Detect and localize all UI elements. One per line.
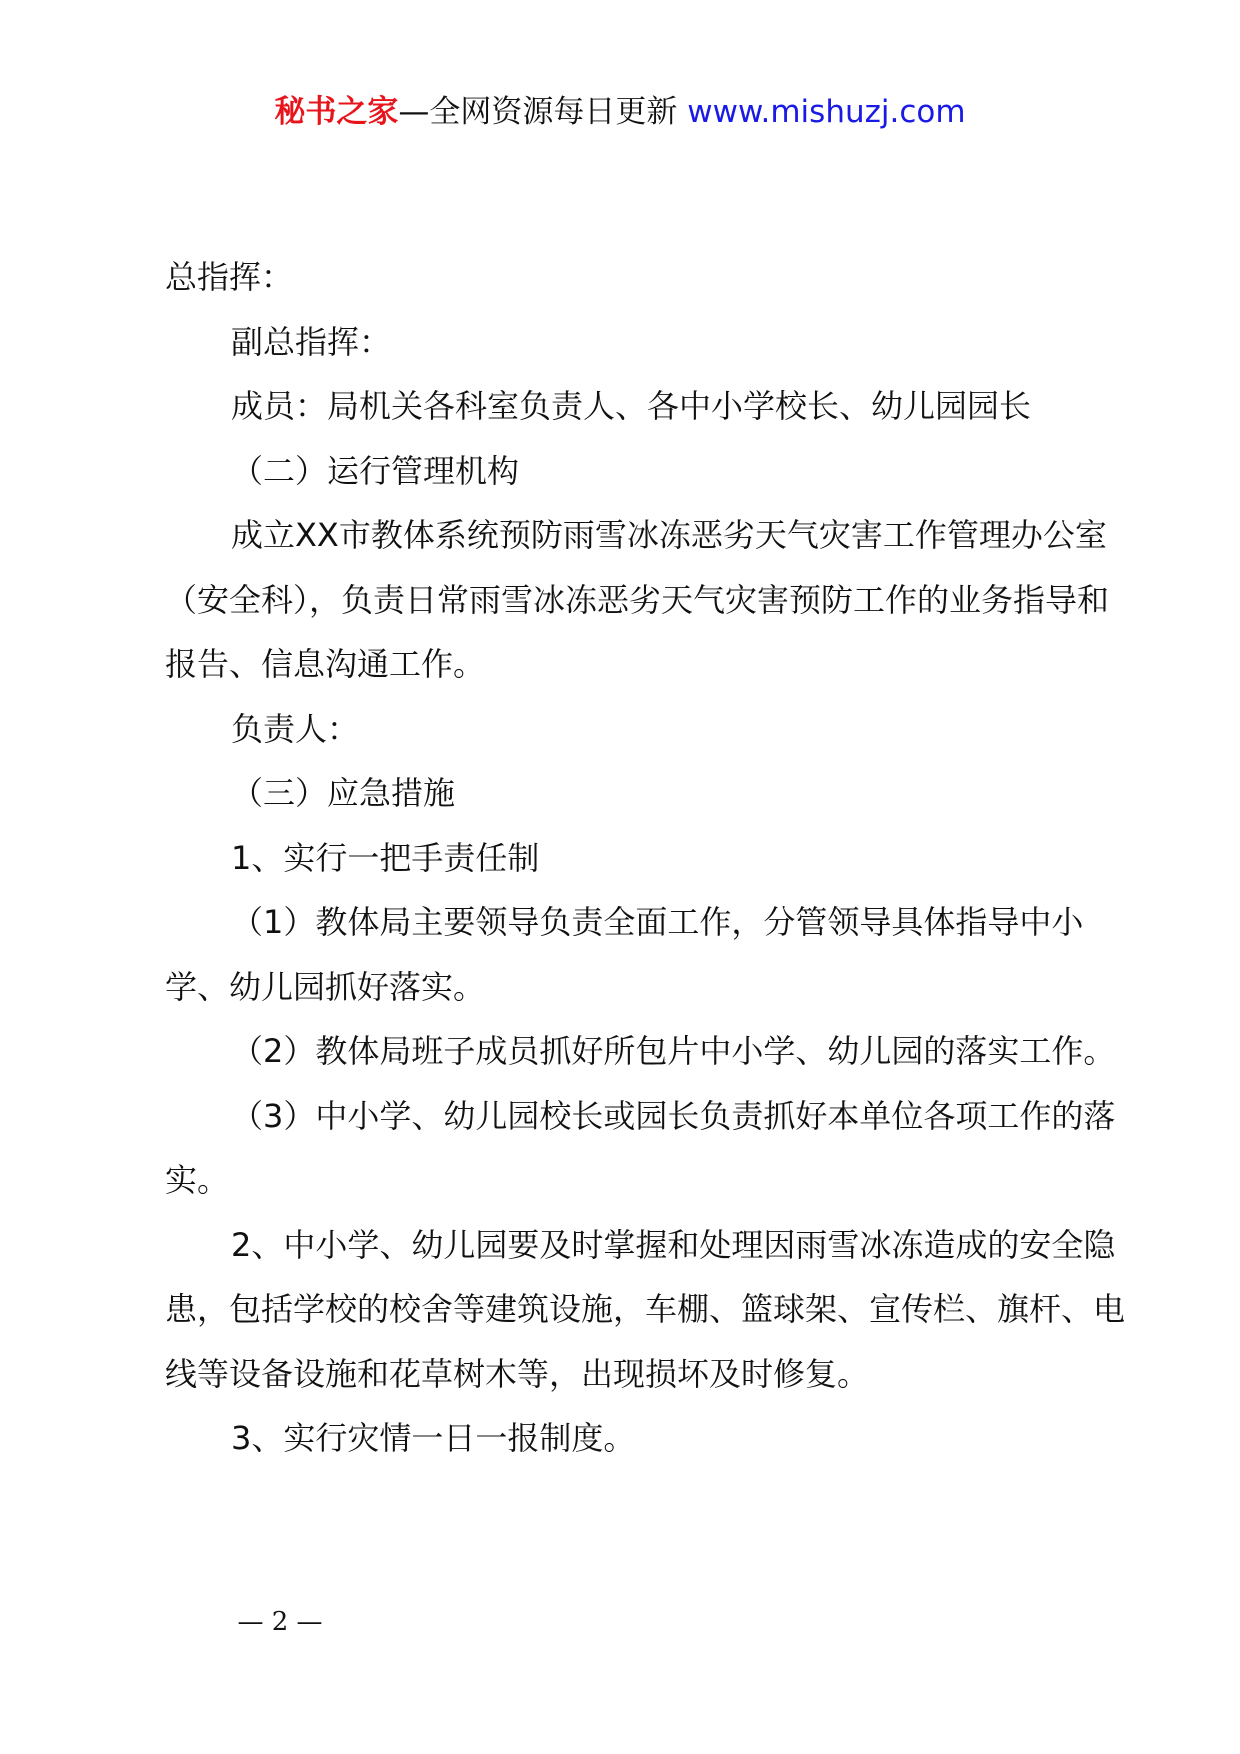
paragraph: 负责人： [231,709,360,748]
site-brand: 秘书之家 [274,94,399,130]
site-header [0,92,1240,132]
section-heading: （三）应急措施 [231,774,456,812]
document-body [165,245,1125,1471]
list-item: （2）教体局班子成员抓好所包片中小学、幼儿园的落实工作。 [231,1032,1116,1070]
list-item: （1）教体局主要领导负责全面工作，分管领导具体指导中小学、幼儿园抓好落实。 [165,903,1084,1006]
paragraph: 副总指挥： [231,322,392,361]
section-heading: （二）运行管理机构 [231,451,520,490]
paragraph: 成立XX市教体系统预防雨雪冰冻恶劣天气灾害工作管理办公室（安全科），负责日常雨雪冰冻恶劣天气灾害预防工作的业务指导和报告、信息沟通工作。 [165,516,1110,683]
paragraph: 总指挥： [165,258,294,296]
list-item: 2、中小学、幼儿园要及时掌握和处理因雨雪冰冻造成的安全隐患，包括学校的校舍等建筑设施，车棚、篮球架、宣传栏、旗杆、电线等设备设施和花草树木等，出现损坏及时修复。 [165,1225,1126,1393]
list-item: 1、实行一把手责任制 [231,838,540,877]
list-item: 3、实行灾情一日一报制度。 [231,1419,636,1457]
site-tagline: —全网资源每日更新 [398,94,678,130]
list-item: （3）中小学、幼儿园校长或园长负责抓好本单位各项工作的落实。 [165,1096,1116,1199]
paragraph: 成员：局机关各科室负责人、各中小学校长、幼儿园园长 [231,387,1032,425]
site-url-link[interactable]: www.mishuzj.com [687,94,966,130]
page-number: — 2 — [237,1607,323,1637]
